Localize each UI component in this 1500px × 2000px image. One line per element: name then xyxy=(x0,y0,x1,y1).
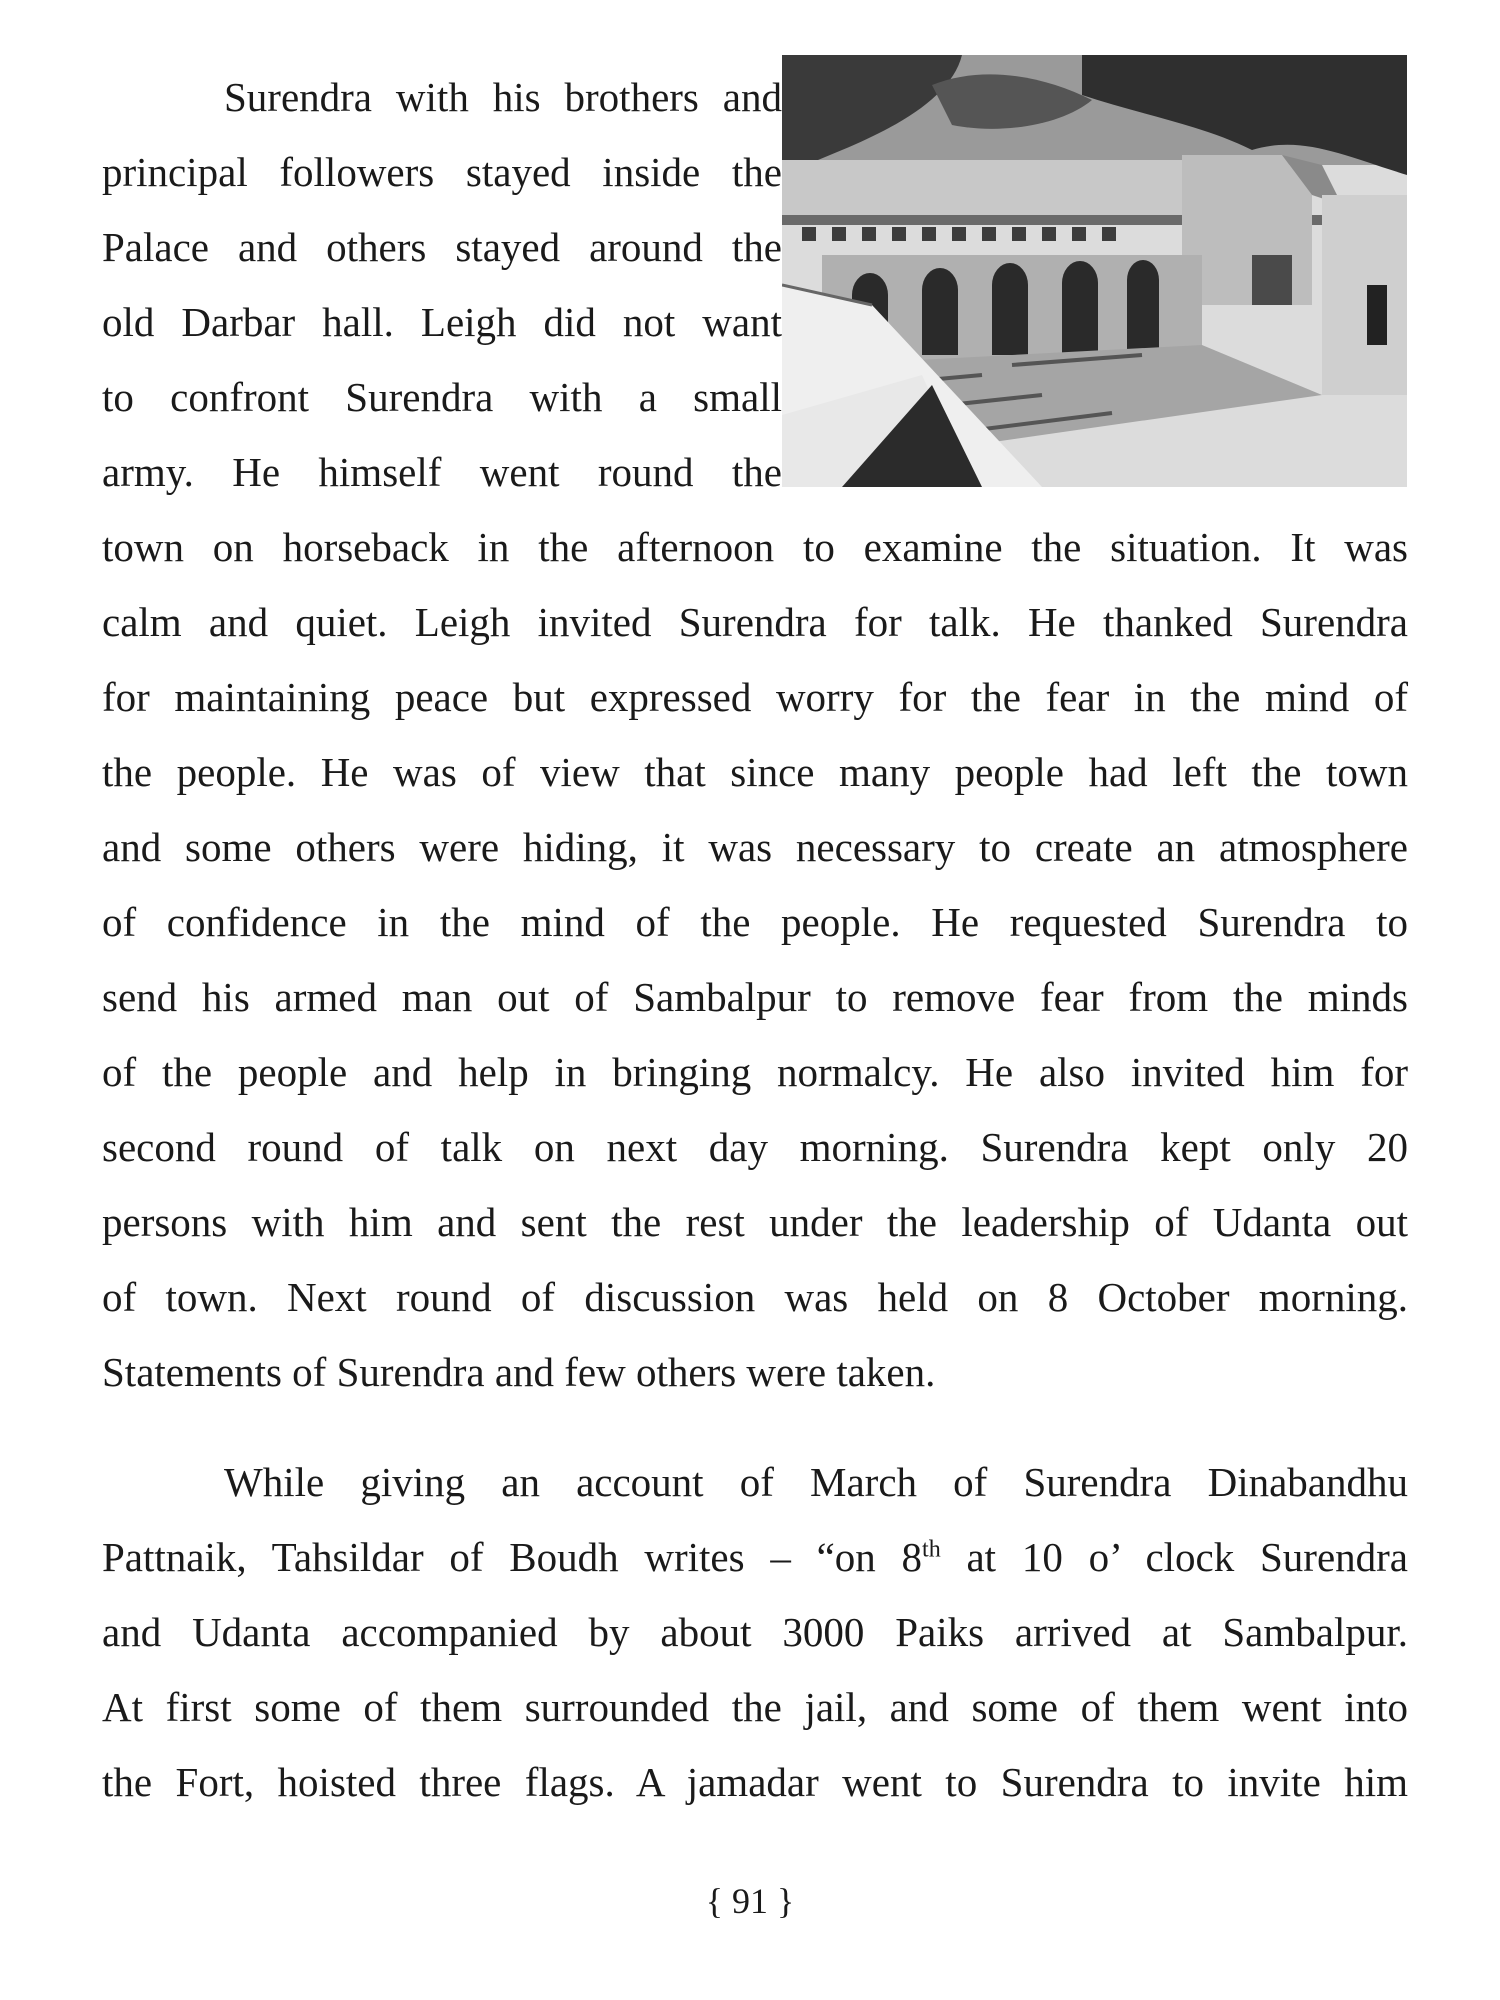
text-line-with-superscript xyxy=(102,1520,1408,1595)
text-line: Palace and others stayed around the xyxy=(102,224,782,270)
text-line: At first some of them surrounded the jail, and some of them went into xyxy=(102,1684,1408,1730)
text-line: of the people and help in bringing normalcy. He also invited him for xyxy=(102,1049,1408,1095)
text-line: the people. He was of view that since many people had left the town xyxy=(102,749,1408,795)
page-number: { 91 } xyxy=(705,1881,795,1921)
text-line: send his armed man out of Sambalpur to remove fear from the minds xyxy=(102,974,1408,1020)
paragraph-body xyxy=(102,510,1408,1410)
text-line: old Darbar hall. Leigh did not want xyxy=(102,299,782,345)
palace-ruins-photo xyxy=(782,55,1407,487)
text-line: Statements of Surendra and few others were taken. xyxy=(102,1349,936,1395)
text-line: for maintaining peace but expressed worry for the fear in the mind of xyxy=(102,674,1408,720)
text-line: of confidence in the mind of the people. He requested Surendra to xyxy=(102,899,1408,945)
text-line: and Udanta accompanied by about 3000 Paiks arrived at Sambalpur. xyxy=(102,1609,1408,1655)
text-line: calm and quiet. Leigh invited Surendra for talk. He thanked Surendra xyxy=(102,599,1408,645)
text-line: principal followers stayed inside the xyxy=(102,149,782,195)
paragraph-second xyxy=(102,1445,1408,1820)
text-line: to confront Surendra with a small xyxy=(102,374,782,420)
text-line: army. He himself went round the xyxy=(102,449,782,495)
text-line: town on horseback in the afternoon to examine the situation. It was xyxy=(102,524,1408,570)
text-line: the Fort, hoisted three flags. A jamadar went to Surendra to invite him xyxy=(102,1759,1408,1805)
text-fragment: at 10 o’ clock Surendra xyxy=(940,1534,1408,1580)
text-fragment: Pattnaik, Tahsildar of Boudh writes – “on 8 xyxy=(102,1534,923,1580)
text-line: While giving an account of March of Surendra Dinabandhu xyxy=(224,1459,1408,1505)
text-line: second round of talk on next day morning. Surendra kept only 20 xyxy=(102,1124,1408,1170)
wrapped-paragraph-opening xyxy=(102,60,782,510)
text-line: and some others were hiding, it was necessary to create an atmosphere xyxy=(102,824,1408,870)
superscript-th: th xyxy=(922,1536,941,1563)
text-line: persons with him and sent the rest under the leadership of Udanta out xyxy=(102,1199,1408,1245)
text-line: Surendra with his brothers and xyxy=(224,74,782,120)
text-line: of town. Next round of discussion was held on 8 October morning. xyxy=(102,1274,1408,1320)
